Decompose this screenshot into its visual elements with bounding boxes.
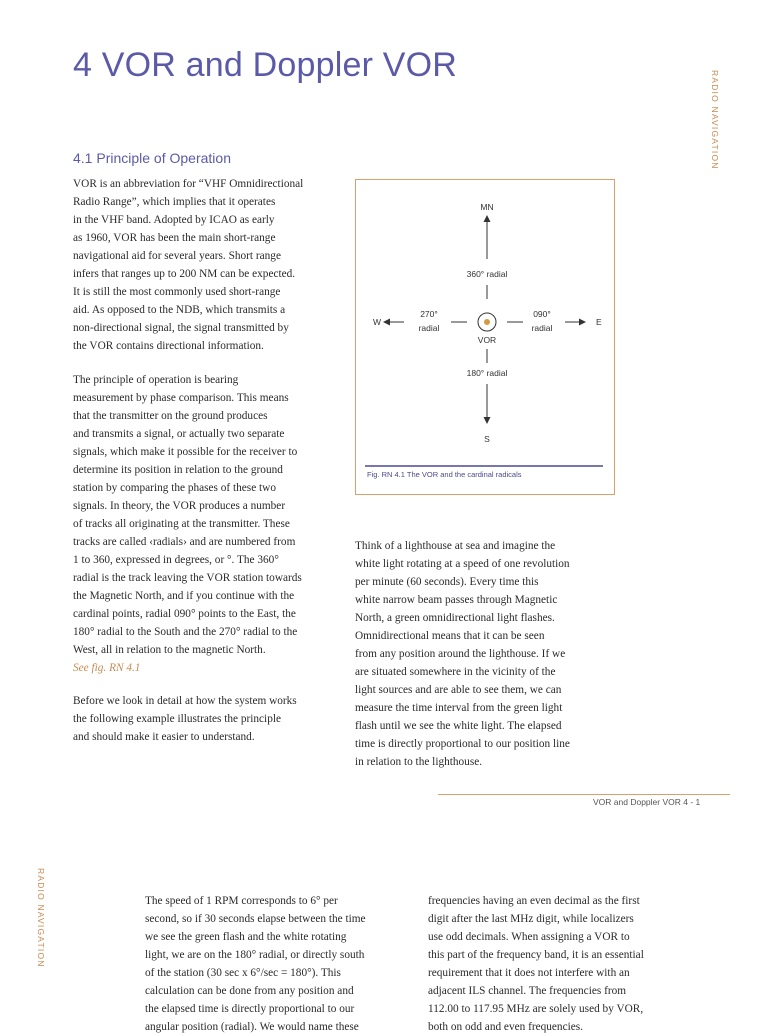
text-line: in relation to the lighthouse.	[355, 756, 483, 768]
text-line: of tracks all originating at the transmitter. These	[73, 518, 290, 530]
text-line: Radio Range”, which implies that it operates	[73, 196, 276, 208]
text-line: this part of the frequency band, it is an essential	[428, 949, 644, 961]
text-line: West, all in relation to the magnetic North.	[73, 644, 266, 656]
text-line: requirement that it does not interfere with an	[428, 967, 630, 979]
col1-paragraph-1	[73, 175, 303, 355]
text-line: light, we are on the 180° radial, or directly south	[145, 949, 365, 961]
text-line: adjacent ILS channel. The frequencies from	[428, 985, 627, 997]
label-270-radial: radial	[418, 323, 440, 333]
text-line: The principle of operation is bearing	[73, 374, 239, 386]
text-line: angular position (radial). We would name these	[145, 1021, 359, 1033]
text-line: of the station (30 sec x 6°/sec = 180°). This	[145, 967, 341, 979]
col1-paragraph-2	[73, 371, 302, 659]
text-line: frequencies having an even decimal as the first	[428, 895, 640, 907]
text-line: 180° radial to the South and the 270° radial to the	[73, 626, 298, 638]
text-line: the VOR contains directional information.	[73, 340, 264, 352]
arrowhead-west	[383, 319, 390, 326]
arrowhead-south	[484, 417, 491, 424]
label-w: W	[373, 317, 382, 327]
page-footer: VOR and Doppler VOR 4 - 1	[593, 797, 701, 807]
text-line: the elapsed time is directly proportional to our	[145, 1003, 355, 1015]
label-e: E	[596, 317, 602, 327]
text-line: measurement by phase comparison. This means	[73, 392, 289, 404]
text-line: radial is the track leaving the VOR station towards	[73, 572, 302, 584]
text-line: signals. In theory, the VOR produces a number	[73, 500, 286, 512]
figure-reference-link[interactable]: See fig. RN 4.1	[73, 662, 141, 674]
text-line: light sources and are able to see them, we can	[355, 684, 562, 696]
text-line: navigational aid for several years. Short range	[73, 250, 281, 262]
text-line: station by comparing the phases of these two	[73, 482, 276, 494]
text-line: tracks are called ‹radials› and are numbered from	[73, 536, 296, 548]
text-line: measure the time interval from the green light	[355, 702, 563, 714]
label-mn: MN	[480, 202, 494, 212]
text-line: per minute (60 seconds). Every time this	[355, 576, 539, 588]
vor-diagram	[355, 179, 615, 495]
text-line: signals, which make it possible for the receiver to	[73, 446, 298, 458]
text-line: second, so if 30 seconds elapse between the time	[145, 913, 366, 925]
text-line: the Magnetic North, and if you continue with the	[73, 590, 295, 602]
text-line: Think of a lighthouse at sea and imagine the	[355, 540, 556, 552]
arrowhead-east	[579, 319, 586, 326]
text-line: use odd decimals. When assigning a VOR to	[428, 931, 630, 943]
text-line: both on odd and even frequencies.	[428, 1021, 583, 1033]
text-line: cardinal points, radial 090° points to the East, the	[73, 608, 296, 620]
text-line: that the transmitter on the ground produces	[73, 410, 268, 422]
side-section-label-page2: RADIO NAVIGATION	[36, 868, 46, 968]
side-section-label: RADIO NAVIGATION	[710, 70, 720, 170]
label-vor: VOR	[477, 335, 497, 345]
figure-caption: Fig. RN 4.1 The VOR and the cardinal radicals	[367, 470, 522, 479]
text-line: we see the green flash and the white rotating	[145, 931, 347, 943]
page-title: 4 VOR and Doppler VOR	[73, 46, 458, 84]
label-270: 270°	[420, 309, 438, 319]
section-heading: 4.1 Principle of Operation	[73, 150, 231, 166]
text-line: 1 to 360, expressed in degrees, or °. The 360°	[73, 554, 279, 566]
text-line: determine its position in relation to the ground	[73, 464, 283, 476]
text-line: from any position around the lighthouse. If we	[355, 648, 566, 660]
text-line: as 1960, VOR has been the main short-range	[73, 232, 276, 244]
text-line: digit after the last MHz digit, while localizers	[428, 913, 634, 925]
text-line: and transmits a signal, or actually two separate	[73, 428, 285, 440]
text-line: VOR is an abbreviation for “VHF Omnidirectional	[73, 178, 304, 190]
label-s: S	[484, 434, 490, 444]
label-090-radial: radial	[531, 323, 553, 333]
text-line: calculation can be done from any position and	[145, 985, 354, 997]
text-line: It is still the most commonly used short-range	[73, 286, 281, 298]
text-line: in the VHF band. Adopted by ICAO as early	[73, 214, 275, 226]
text-line: infers that ranges up to 200 NM can be expected.	[73, 268, 296, 280]
text-line: Omnidirectional means that it can be seen	[355, 630, 545, 642]
col1-paragraph-3	[73, 692, 297, 746]
label-360-radial: 360° radial	[466, 269, 508, 279]
text-line: flash until we see the white light. The elapsed	[355, 720, 562, 732]
text-line: and should make it easier to understand.	[73, 731, 255, 743]
text-line: aid. As opposed to the NDB, which transmits a	[73, 304, 286, 316]
text-line: white light rotating at a speed of one revolution	[355, 558, 570, 570]
text-line: are situated somewhere in the vicinity of the	[355, 666, 556, 678]
footer-rule	[438, 794, 730, 795]
page2-col1	[145, 892, 366, 1036]
text-line: Before we look in detail at how the system works	[73, 695, 297, 707]
text-line: non-directional signal, the signal transmitted by	[73, 322, 289, 334]
vor-station-center	[484, 319, 490, 325]
text-line: white narrow beam passes through Magnetic	[355, 594, 558, 606]
text-line: time is directly proportional to our position line	[355, 738, 570, 750]
text-line: North, a green omnidirectional light flashes.	[355, 612, 555, 624]
arrowhead-north	[484, 215, 491, 222]
text-line: The speed of 1 RPM corresponds to 6° per	[145, 895, 338, 907]
text-line: 112.00 to 117.95 MHz are solely used by VOR,	[428, 1003, 644, 1015]
text-line: the following example illustrates the principle	[73, 713, 281, 725]
label-180-radial: 180° radial	[466, 368, 508, 378]
label-090: 090°	[533, 309, 551, 319]
col2-paragraph	[355, 537, 570, 771]
page2-col2	[428, 892, 644, 1036]
